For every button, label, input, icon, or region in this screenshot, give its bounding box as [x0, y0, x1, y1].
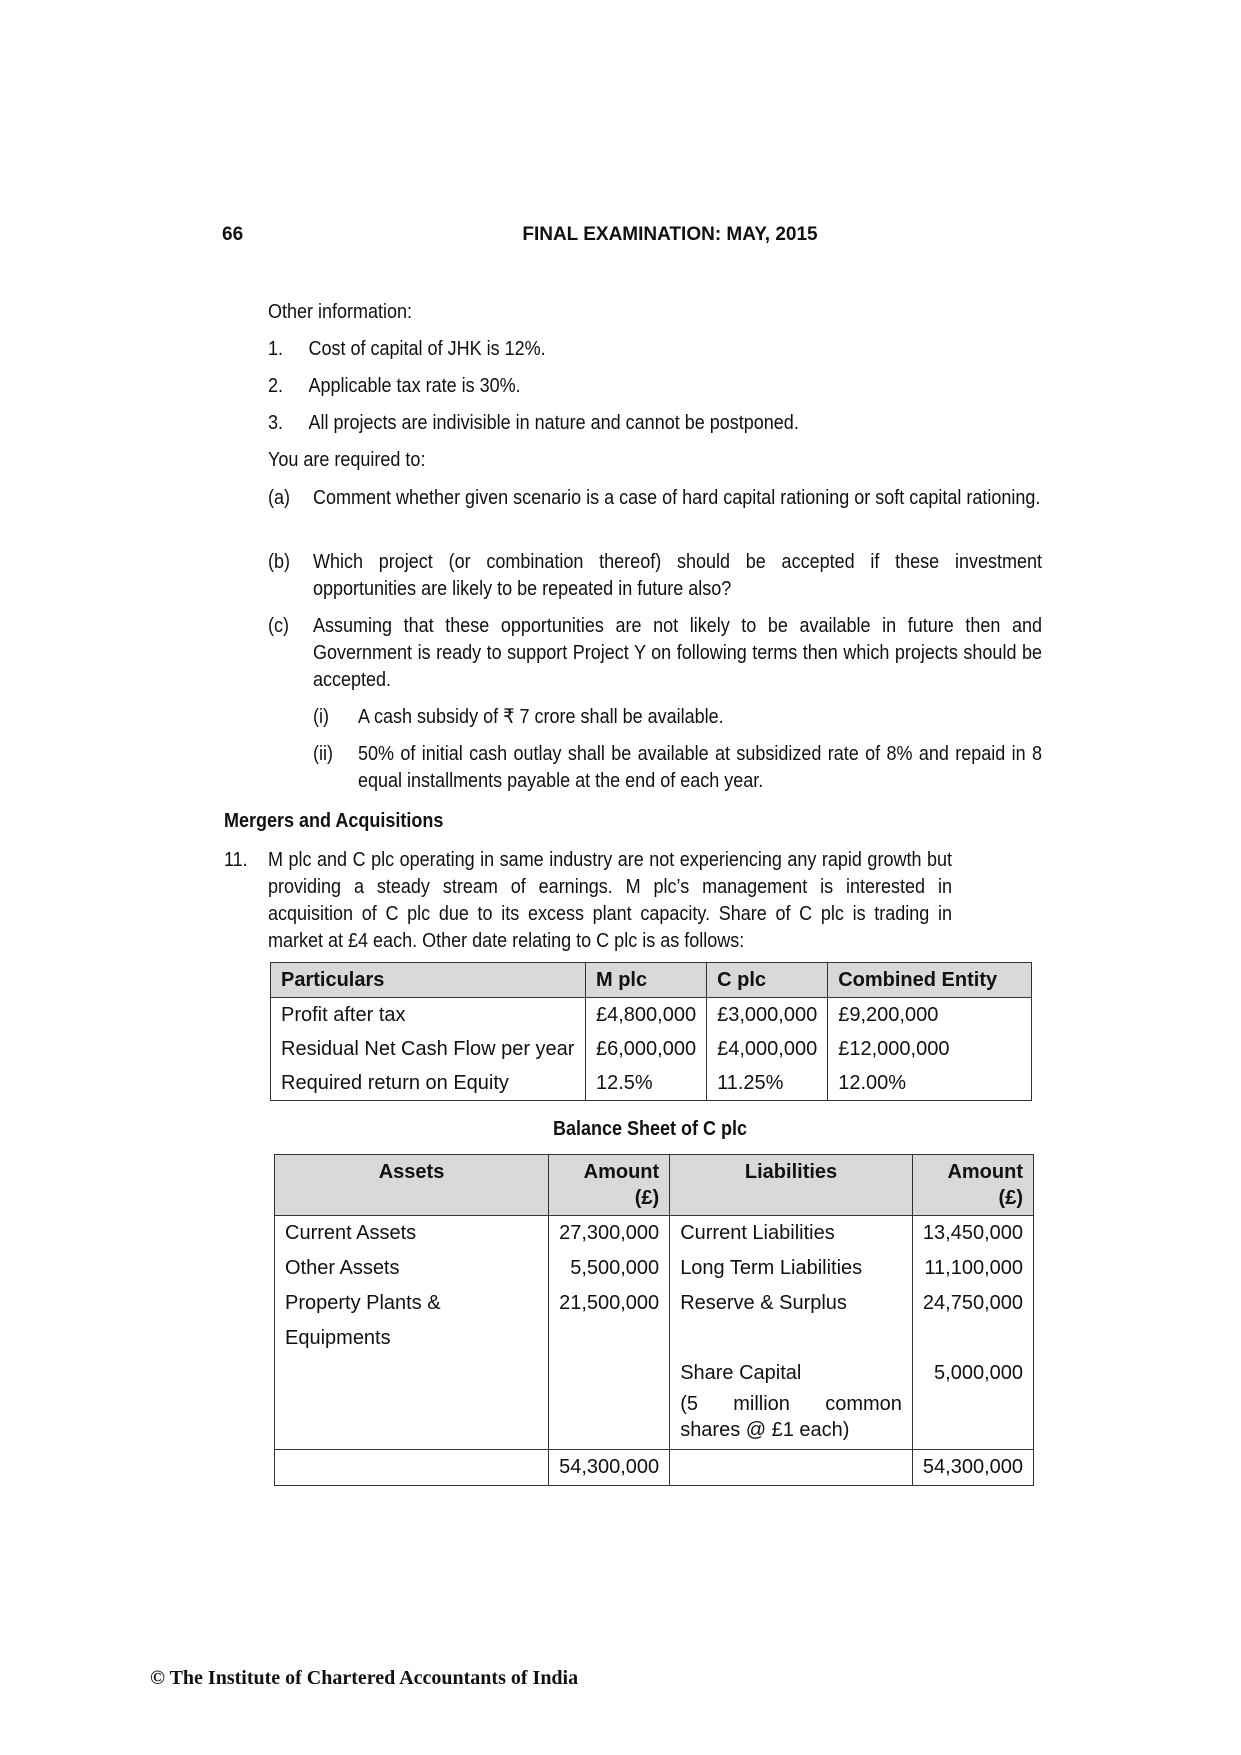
liability-amount: 24,750,000 — [912, 1286, 1033, 1356]
amount-header — [549, 1155, 670, 1216]
table-cell: Profit after tax — [271, 998, 586, 1033]
table-header-cell: Combined Entity — [828, 963, 1032, 998]
table-cell: 11.25% — [707, 1066, 828, 1101]
table-cell: £6,000,000 — [586, 1032, 707, 1066]
share-capital-label: Share Capital — [680, 1362, 802, 1384]
liability-name: Long Term Liabilities — [670, 1251, 913, 1286]
page-header-title: FINAL EXAMINATION: MAY, 2015 — [522, 224, 818, 245]
sub-item-i-text: A cash subsidy of ₹ 7 crore shall be available. — [358, 706, 724, 728]
total-row — [275, 1450, 1034, 1486]
table-cell: 12.00% — [828, 1066, 1032, 1101]
table-row — [275, 1286, 1034, 1356]
table-header-cell: Particulars — [271, 963, 586, 998]
asset-name: Property Plants & Equipments — [275, 1286, 549, 1356]
question-number: 11. — [224, 849, 248, 871]
section-heading: Mergers and Acquisitions — [224, 810, 444, 832]
table-header-row — [275, 1155, 1034, 1216]
amount-header-label: Amount — [947, 1161, 1023, 1183]
table-row — [271, 998, 1032, 1033]
table-row — [275, 1251, 1034, 1286]
asset-name: Current Assets — [275, 1216, 549, 1252]
balance-sheet-table — [274, 1154, 1034, 1486]
amount-header-currency: (£) — [634, 1187, 660, 1209]
table-header-row — [271, 963, 1032, 998]
comparison-table — [270, 962, 1032, 1101]
list-item-number: 1. — [268, 338, 284, 360]
liability-name: Current Liabilities — [670, 1216, 913, 1252]
total-liabilities: 54,300,000 — [912, 1450, 1033, 1486]
liability-amount: 5,000,000 — [912, 1356, 1033, 1450]
list-item-text: Cost of capital of JHK is 12%. — [308, 338, 546, 360]
asset-name — [275, 1356, 549, 1450]
footer-copyright: © The Institute of Chartered Accountants of India — [150, 1667, 579, 1689]
amount-header-currency: (£) — [998, 1187, 1023, 1209]
table-row — [275, 1356, 1034, 1450]
total-label-cell — [670, 1450, 913, 1486]
total-label-cell — [275, 1450, 549, 1486]
liabilities-header: Liabilities — [670, 1155, 913, 1216]
question-part-c-text: Assuming that these opportunities are not likely to be available in future then and Government is ready to support Project Y on following terms then which projects should be accepted. — [313, 615, 1042, 691]
list-item-text: All projects are indivisible in nature and cannot be postponed. — [308, 412, 799, 434]
asset-name: Other Assets — [275, 1251, 549, 1286]
share-capital-note: (5 million common shares @ £1 each) — [680, 1393, 902, 1441]
table-cell: Required return on Equity — [271, 1066, 586, 1101]
table-cell: £3,000,000 — [707, 998, 828, 1033]
table-row — [271, 1032, 1032, 1066]
table-row — [275, 1216, 1034, 1252]
required-heading: You are required to: — [268, 449, 426, 471]
sub-item-number: (ii) — [313, 743, 333, 765]
total-assets: 54,300,000 — [549, 1450, 670, 1486]
liability-name — [670, 1356, 913, 1450]
sub-item-number: (i) — [313, 706, 329, 728]
question-11-text: M plc and C plc operating in same industry are not experiencing any rapid growth but providing a steady stream of earnings. M plc’s management is interested in acquisition of C plc due to its excess plant capacity. Share of C plc is trading in market at £4 each. Other date relating to C plc is as follows: — [268, 849, 952, 952]
asset-amount: 21,500,000 — [549, 1286, 670, 1356]
page-number: 66 — [222, 224, 244, 245]
asset-amount: 27,300,000 — [549, 1216, 670, 1252]
liability-name: Reserve & Surplus — [670, 1286, 913, 1356]
table-header-cell: M plc — [586, 963, 707, 998]
sub-item-ii-text: 50% of initial cash outlay shall be available at subsidized rate of 8% and repaid in 8 equal installments payable at the end of each year. — [358, 743, 1042, 792]
assets-header: Assets — [275, 1155, 549, 1216]
balance-sheet-title: Balance Sheet of C plc — [553, 1118, 748, 1140]
amount-header-label: Amount — [583, 1161, 660, 1183]
question-part-a-text: Comment whether given scenario is a case of hard capital rationing or soft capital rationing. — [313, 487, 1041, 509]
other-info-heading: Other information: — [268, 301, 413, 323]
table-cell: £12,000,000 — [828, 1032, 1032, 1066]
liability-amount: 11,100,000 — [912, 1251, 1033, 1286]
question-part-b-text: Which project (or combination thereof) should be accepted if these investment opportunities are likely to be repeated in future also? — [313, 551, 1042, 600]
table-cell: Residual Net Cash Flow per year — [271, 1032, 586, 1066]
asset-amount — [549, 1356, 670, 1450]
liability-amount: 13,450,000 — [912, 1216, 1033, 1252]
amount-header — [912, 1155, 1033, 1216]
table-cell: 12.5% — [586, 1066, 707, 1101]
list-item-number: 2. — [268, 375, 284, 397]
list-item-number: 3. — [268, 412, 284, 434]
question-part-number: (c) — [268, 615, 289, 637]
table-cell: £9,200,000 — [828, 998, 1032, 1033]
asset-amount: 5,500,000 — [549, 1251, 670, 1286]
table-row — [271, 1066, 1032, 1101]
question-part-number: (a) — [268, 487, 291, 509]
table-cell: £4,000,000 — [707, 1032, 828, 1066]
table-cell: £4,800,000 — [586, 998, 707, 1033]
table-header-cell: C plc — [707, 963, 828, 998]
list-item-text: Applicable tax rate is 30%. — [308, 375, 521, 397]
question-part-number: (b) — [268, 551, 291, 573]
